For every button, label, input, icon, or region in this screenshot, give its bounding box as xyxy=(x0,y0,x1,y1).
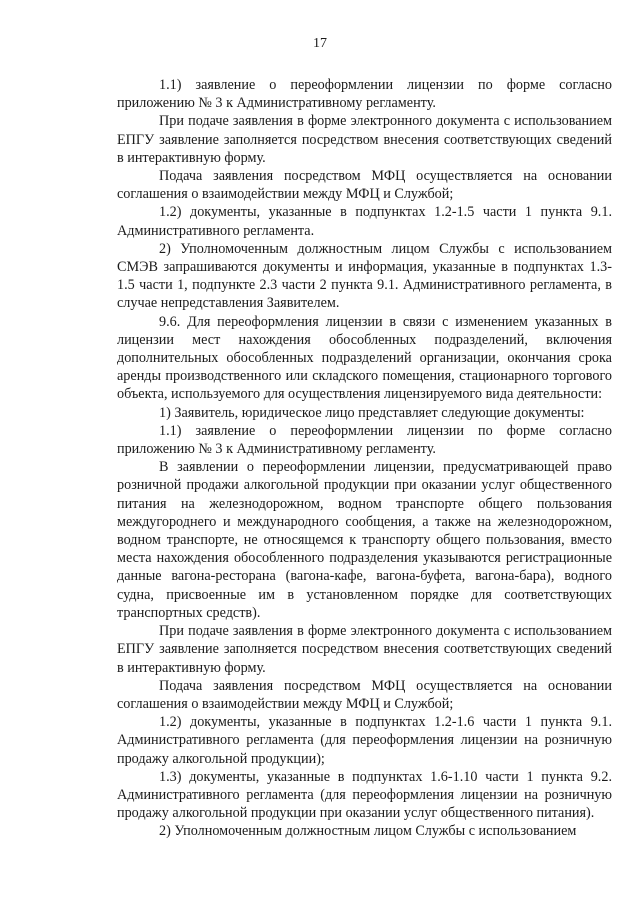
paragraph: Подача заявления посредством МФЦ осуществляется на основании соглашения о взаимодействии между МФЦ и Службой; xyxy=(117,677,612,712)
paragraph: Подача заявления посредством МФЦ осуществляется на основании соглашения о взаимодействии между МФЦ и Службой; xyxy=(117,168,612,203)
paragraph: 1) Заявитель, юридическое лицо представляет следующие документы: xyxy=(159,404,585,421)
page-number: 17 xyxy=(313,36,327,51)
paragraph: 1.3) документы, указанные в подпунктах 1.6-1.10 части 1 пункта 9.2. Административного регламента (для переоформления лицензии на розничную продажу алкогольной продукции при оказании услуг общественного питания). xyxy=(117,768,612,822)
paragraph: В заявлении о переоформлении лицензии, предусматривающей право розничной продажи алкогольной продукции при оказании услуг общественного питания на железнодорожном, водном транспорте общего пользования междугороднего и международного сообщения, а также на железнодорожном, водном транспорте, не относящемся к транспорту общего пользования, вместо места нахождения обособленного подразделения указываются регистрационные данные вагона-ресторана (вагона-кафе, вагона-буфета, вагона-бара), водного судна, присвоенные им в установленном порядке для соответствующих транспортных средств). xyxy=(117,459,612,621)
paragraph: 2) Уполномоченным должностным лицом Службы с использованием СМЭВ запрашиваются документы и информация, указанные в подпунктах 1.3-1.5 части 1, подпункте 2.3 части 2 пункта 9.1. Административного регламента, в случае непредставления Заявителем. xyxy=(117,240,612,312)
paragraph: При подаче заявления в форме электронного документа с использованием ЕПГУ заявление заполняется посредством внесения соответствующих сведений в интерактивную форму. xyxy=(117,623,612,676)
document-body xyxy=(117,76,612,841)
paragraph: 1.2) документы, указанные в подпунктах 1.2-1.5 части 1 пункта 9.1. Административного регламента. xyxy=(117,204,612,239)
paragraph: 9.6. Для переоформления лицензии в связи с изменением указанных в лицензии мест нахождения обособленных подразделений, включения дополнительных обособленных подразделений организации, окончания срока аренды производственного или складского помещения, стационарного торгового объекта, используемого для осуществления лицензируемого вида деятельности: xyxy=(117,313,612,403)
paragraph: 1.1) заявление о переоформлении лицензии по форме согласно приложению № 3 к Административному регламенту. xyxy=(117,422,612,458)
paragraph: 2) Уполномоченным должностным лицом Службы с использованием xyxy=(159,823,577,840)
paragraph: 1.2) документы, указанные в подпунктах 1.2-1.6 части 1 пункта 9.1. Административного регламента (для переоформления лицензии на розничную продажу алкогольной продукции); xyxy=(117,714,612,767)
paragraph: При подаче заявления в форме электронного документа с использованием ЕПГУ заявление заполняется посредством внесения соответствующих сведений в интерактивную форму. xyxy=(117,113,612,166)
paragraph: 1.1) заявление о переоформлении лицензии по форме согласно приложению № 3 к Административному регламенту. xyxy=(117,77,612,112)
